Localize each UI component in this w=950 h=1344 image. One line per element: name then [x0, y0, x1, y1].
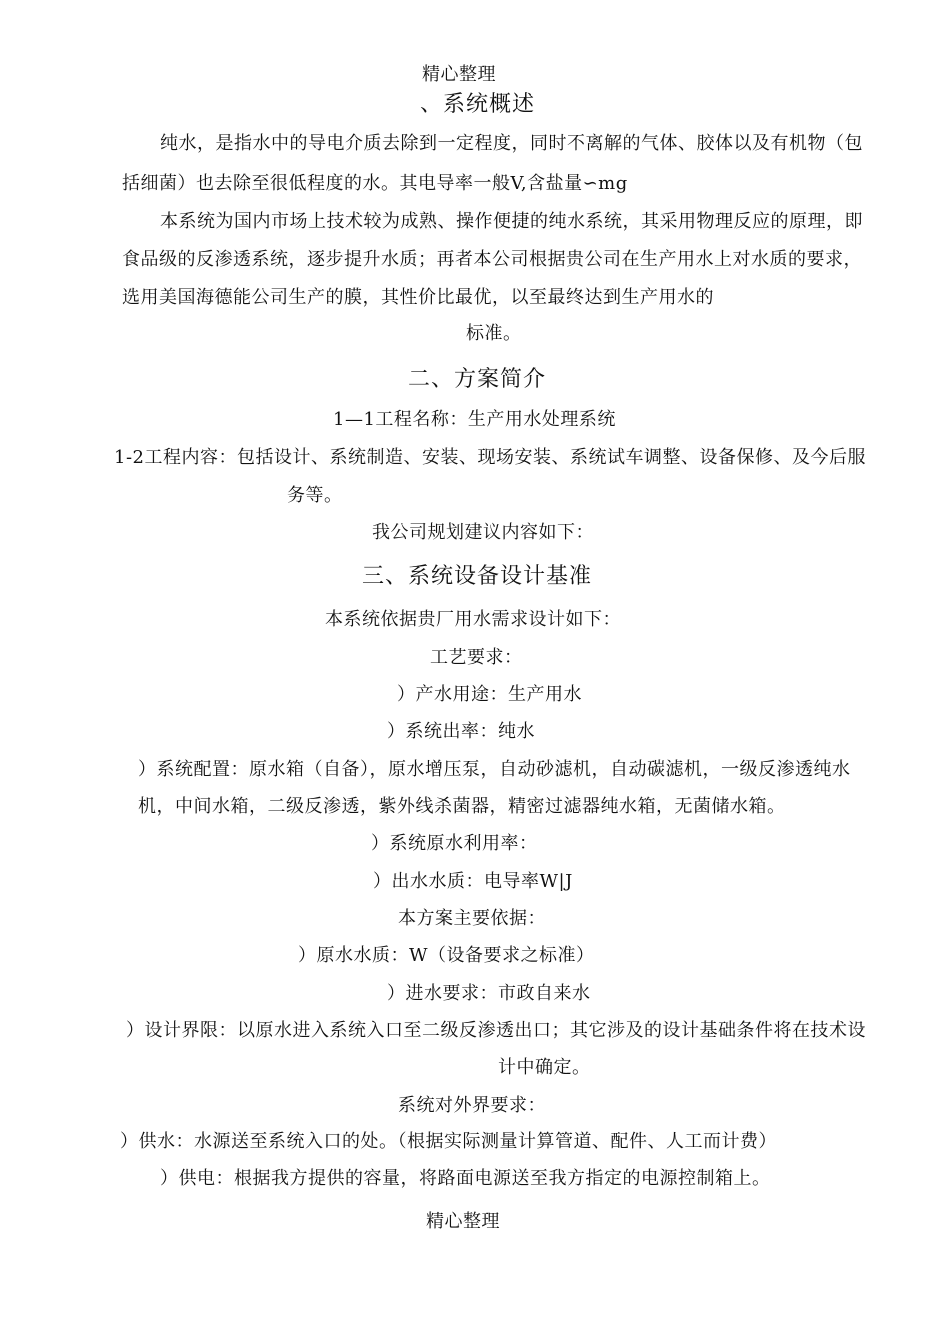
section-3-heading: 三、系统设备设计基准 [362, 564, 593, 589]
s3-utilization: ）系统原水利用率： [371, 833, 538, 854]
s1-paragraph-2-line-4: 标准。 [466, 323, 522, 344]
s1-paragraph-1-line-1: 纯水，是指水中的导电介质去除到一定程度，同时不离解的气体、胶体以及有机物（包 [160, 133, 863, 154]
s3-config-line-1: ）系统配置：原水箱（自备），原水增压泵，自动砂滤机，自动碳滤机，一级反渗透纯水 [138, 759, 851, 780]
s2-project-name: 1—1工程名称：生产用水处理系统 [333, 409, 616, 430]
s1-paragraph-1-line-2: 括细菌）也去除至很低程度的水。其电导率一般V,含盐量∽mg [122, 173, 628, 194]
s3-process-title: 工艺要求： [430, 647, 523, 668]
s3-boundary-line-2: 计中确定。 [498, 1057, 591, 1078]
section-1-heading: 、系统概述 [420, 92, 536, 117]
page-header: 精心整理 [422, 64, 496, 85]
s3-power-supply: ）供电：根据我方提供的容量，将路面电源送至我方指定的电源控制箱上。 [160, 1168, 771, 1189]
s2-project-content-line-1: 1-2工程内容：包括设计、系统制造、安装、现场安装、系统试车调整、设备保修、及今后服 [114, 447, 866, 468]
s3-boundary-line-1: ）设计界限：以原水进入系统入口至二级反渗透出口；其它涉及的设计基础条件将在技术设 [126, 1020, 866, 1041]
s3-inlet: ）进水要求：市政自来水 [387, 983, 591, 1004]
page-footer: 精心整理 [426, 1211, 500, 1232]
section-2-heading: 二、方案简介 [408, 367, 547, 392]
s3-water-supply: ）供水：水源送至系统入口的处。（根据实际测量计算管道、配件、人工而计费） [120, 1131, 777, 1152]
s3-usage: ）产水用途：生产用水 [397, 684, 582, 705]
s3-basis-title: 本方案主要依据： [398, 908, 546, 929]
s1-paragraph-2-line-1: 本系统为国内市场上技术较为成熟、操作便捷的纯水系统，其采用物理反应的原理，即 [160, 211, 863, 232]
s1-paragraph-2-line-3: 选用美国海德能公司生产的膜，其性价比最优，以至最终达到生产用水的 [122, 287, 714, 308]
s3-config-line-2: 机，中间水箱，二级反渗透，紫外线杀菌器，精密过滤器纯水箱，无菌储水箱。 [138, 796, 786, 817]
s1-paragraph-2-line-2: 食品级的反渗透系统，逐步提升水质；再者本公司根据贵公司在生产用水上对水质的要求， [122, 249, 862, 270]
s2-project-content-line-2: 务等。 [287, 485, 343, 506]
s3-intro: 本系统依据贵厂用水需求设计如下： [325, 609, 621, 630]
s3-raw-quality: ）原水水质：W（设备要求之标准） [298, 945, 595, 966]
s3-quality: ）出水水质：电导率W|J [373, 871, 573, 892]
s3-output: ）系统出率：纯水 [387, 721, 535, 742]
s2-note: 我公司规划建议内容如下： [372, 522, 594, 543]
s3-external-title: 系统对外界要求： [398, 1095, 546, 1116]
